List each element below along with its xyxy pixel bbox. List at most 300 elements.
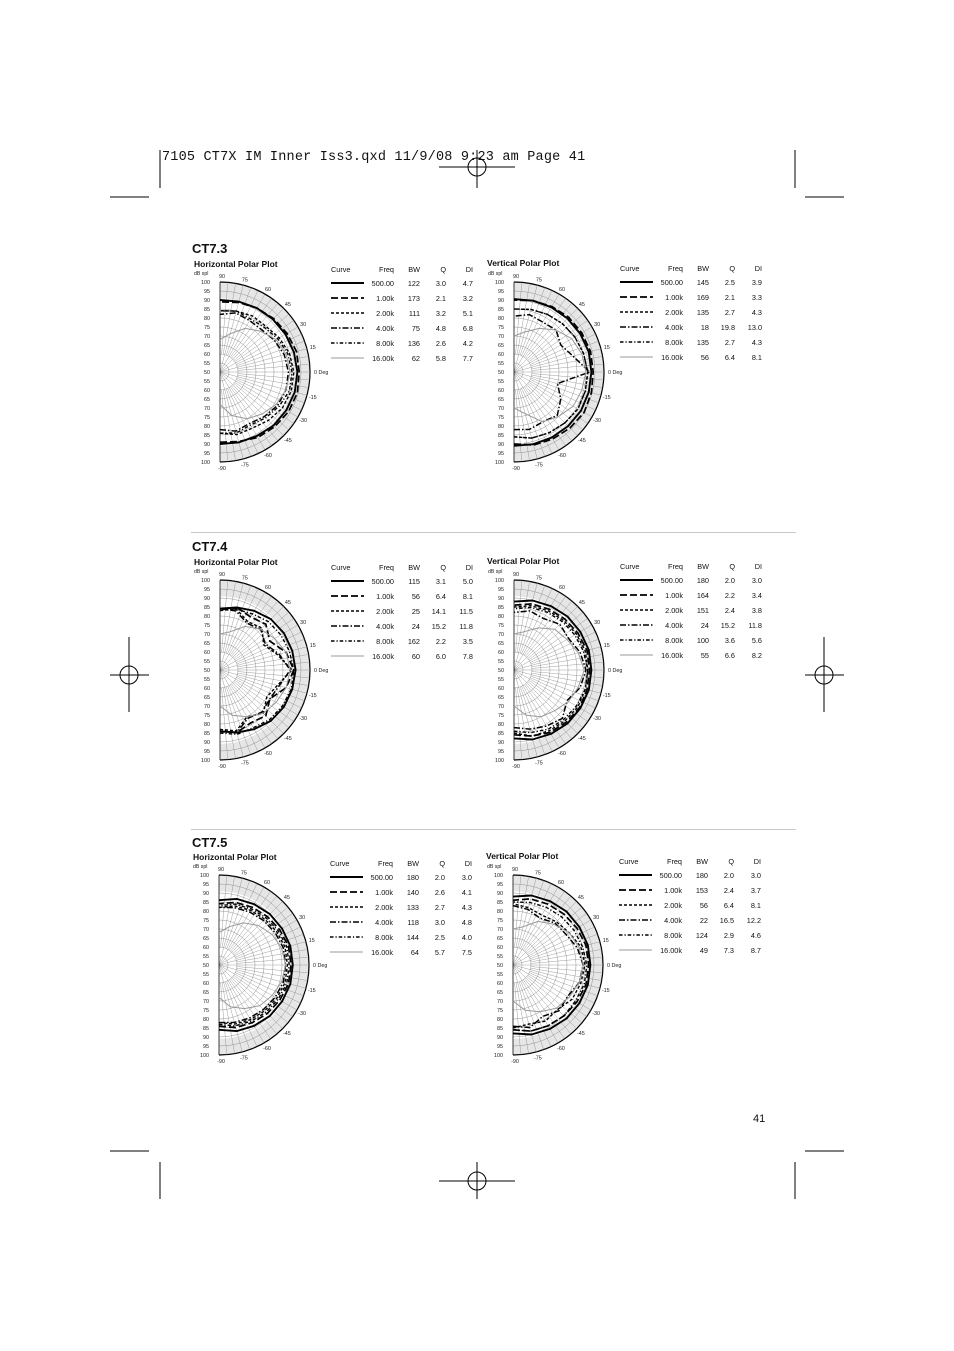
legend-curve-swatch xyxy=(331,589,365,604)
legend-header-di: DI xyxy=(464,858,472,868)
legend-cell-freq: 2.00k xyxy=(664,901,682,910)
radial-tick-label: 100 xyxy=(201,460,210,466)
polar-angle-label: 75 xyxy=(534,870,541,877)
section-divider xyxy=(191,829,796,830)
legend-table-ct7-5-horizontal xyxy=(330,856,472,960)
legend-cell-bw: 135 xyxy=(696,308,709,317)
legend-cell-q: 2.4 xyxy=(723,886,734,895)
legend-cell-di: 5.0 xyxy=(462,577,473,586)
curve-line-swatch xyxy=(619,886,653,894)
curve-line-swatch xyxy=(620,308,654,316)
legend-cell-q: 2.0 xyxy=(723,871,734,880)
legend-header-bw: BW xyxy=(697,263,709,273)
legend-header-freq: Freq xyxy=(378,264,394,274)
polar-plot-ct7-3-vertical xyxy=(484,268,624,473)
radial-tick-label: 90 xyxy=(497,891,503,897)
legend-row xyxy=(331,276,473,291)
legend-row xyxy=(620,320,762,335)
legend-cell-freq: 16.00k xyxy=(661,353,683,362)
polar-angle-label: -90 xyxy=(512,466,520,472)
legend-cell-di: 8.7 xyxy=(750,946,761,955)
legend-header-bw: BW xyxy=(408,264,420,274)
radial-tick-label: 90 xyxy=(204,298,210,304)
polar-angle-label: -75 xyxy=(534,760,543,767)
radial-tick-label: 75 xyxy=(497,918,503,924)
polar-unit-label: dB spl xyxy=(194,271,209,277)
radial-tick-label: 90 xyxy=(498,740,504,746)
radial-tick-label: 70 xyxy=(203,999,209,1005)
legend-cell-bw: 100 xyxy=(696,636,709,645)
legend-cell-q: 2.0 xyxy=(724,576,735,585)
radial-tick-label: 65 xyxy=(203,990,209,996)
polar-angle-label: 15 xyxy=(309,345,316,352)
legend-curve-swatch xyxy=(331,351,365,366)
legend-cell-freq: 1.00k xyxy=(664,886,682,895)
curve-line-swatch xyxy=(620,576,654,584)
legend-cell-bw: 162 xyxy=(407,637,420,646)
radial-tick-label: 80 xyxy=(498,722,504,728)
radial-tick-label: 85 xyxy=(498,605,504,611)
polar-plot-ct7-4-horizontal xyxy=(190,566,330,771)
legend-cell-di: 4.7 xyxy=(462,279,473,288)
radial-tick-label: 80 xyxy=(204,722,210,728)
polar-angle-label: -60 xyxy=(558,453,566,460)
polar-angle-label: 90 xyxy=(219,274,225,280)
legend-header-di: DI xyxy=(753,856,761,866)
legend-table-ct7-3-horizontal xyxy=(331,262,473,366)
radial-tick-label: 50 xyxy=(204,668,210,674)
polar-angle-label: -75 xyxy=(533,1055,542,1062)
plot-title-ct7-5-vertical: Vertical Polar Plot xyxy=(486,851,559,861)
polar-zero-deg-label: 0 Deg xyxy=(608,668,623,674)
legend-header-row xyxy=(620,261,762,275)
polar-angle-label: 90 xyxy=(513,572,519,578)
legend-header-row xyxy=(330,856,472,870)
legend-cell-di: 8.1 xyxy=(462,592,473,601)
radial-tick-label: 60 xyxy=(498,650,504,656)
curve-line-swatch xyxy=(331,652,365,660)
radial-tick-label: 90 xyxy=(498,298,504,304)
radial-tick-label: 65 xyxy=(204,641,210,647)
legend-cell-di: 4.3 xyxy=(461,903,472,912)
legend-row xyxy=(331,604,473,619)
polar-angle-label: -15 xyxy=(307,987,316,994)
radial-tick-label: 100 xyxy=(495,578,504,584)
legend-cell-bw: 25 xyxy=(411,607,420,616)
legend-header-di: DI xyxy=(754,263,762,273)
legend-header-q: Q xyxy=(439,858,445,868)
legend-row xyxy=(330,930,472,945)
radial-tick-label: 95 xyxy=(498,451,504,457)
legend-cell-freq: 500.00 xyxy=(370,873,393,882)
legend-header-curve: Curve xyxy=(620,263,640,273)
polar-angle-label: 30 xyxy=(594,620,601,626)
legend-cell-freq: 2.00k xyxy=(376,309,394,318)
polar-zero-deg-label: 0 Deg xyxy=(608,370,623,376)
radial-tick-label: 75 xyxy=(498,713,504,719)
radial-tick-label: 65 xyxy=(498,695,504,701)
legend-cell-freq: 500.00 xyxy=(660,576,683,585)
legend-cell-bw: 56 xyxy=(700,353,709,362)
legend-cell-freq: 8.00k xyxy=(376,637,394,646)
legend-header-di: DI xyxy=(754,561,762,571)
legend-cell-bw: 24 xyxy=(700,621,709,630)
radial-tick-label: 75 xyxy=(204,415,210,421)
radial-tick-label: 100 xyxy=(201,578,210,584)
radial-tick-label: 90 xyxy=(204,442,210,448)
radial-tick-label: 75 xyxy=(498,623,504,629)
legend-cell-q: 3.6 xyxy=(724,636,735,645)
radial-tick-label: 70 xyxy=(498,406,504,412)
radial-tick-label: 75 xyxy=(203,918,209,924)
radial-tick-label: 85 xyxy=(204,605,210,611)
legend-cell-bw: 164 xyxy=(696,591,709,600)
radial-tick-label: 50 xyxy=(204,370,210,376)
radial-tick-label: 70 xyxy=(498,632,504,638)
legend-cell-freq: 8.00k xyxy=(665,636,683,645)
polar-zero-deg-label: 0 Deg xyxy=(313,963,328,969)
radial-tick-label: 55 xyxy=(497,972,503,978)
polar-angle-label: 45 xyxy=(283,895,290,902)
radial-tick-label: 85 xyxy=(497,1026,503,1032)
legend-cell-freq: 4.00k xyxy=(375,918,393,927)
legend-cell-bw: 180 xyxy=(696,576,709,585)
legend-cell-bw: 140 xyxy=(406,888,419,897)
radial-tick-label: 95 xyxy=(497,1044,503,1050)
curve-line-swatch xyxy=(620,606,654,614)
polar-angle-label: -90 xyxy=(512,764,520,770)
polar-angle-label: -30 xyxy=(299,418,308,424)
radial-tick-label: 70 xyxy=(203,927,209,933)
polar-angle-label: 90 xyxy=(513,274,519,280)
curve-line-swatch xyxy=(620,591,654,599)
section-title-ct7-4: CT7.4 xyxy=(192,539,228,554)
legend-row xyxy=(331,634,473,649)
legend-cell-di: 5.1 xyxy=(462,309,473,318)
legend-curve-swatch xyxy=(331,574,365,589)
radial-tick-label: 75 xyxy=(204,713,210,719)
legend-cell-q: 2.9 xyxy=(723,931,734,940)
polar-angle-label: 90 xyxy=(219,572,225,578)
legend-curve-swatch xyxy=(620,335,654,350)
radial-tick-label: 70 xyxy=(204,334,210,340)
legend-curve-swatch xyxy=(619,928,653,943)
polar-angle-label: -30 xyxy=(592,1011,601,1017)
radial-tick-label: 65 xyxy=(203,936,209,942)
legend-row xyxy=(620,290,762,305)
polar-angle-label: 75 xyxy=(240,870,247,877)
legend-cell-q: 2.4 xyxy=(724,606,735,615)
radial-tick-label: 90 xyxy=(497,1035,503,1041)
legend-row xyxy=(619,928,761,943)
polar-grid-spoke xyxy=(528,913,587,954)
polar-angle-label: -75 xyxy=(240,760,249,767)
legend-table-ct7-5-vertical xyxy=(619,854,761,958)
radial-tick-label: 70 xyxy=(497,927,503,933)
legend-cell-q: 3.0 xyxy=(434,918,445,927)
legend-cell-q: 6.4 xyxy=(435,592,446,601)
legend-cell-bw: 144 xyxy=(406,933,419,942)
polar-angle-label: 30 xyxy=(299,915,306,921)
legend-curve-swatch xyxy=(620,618,654,633)
radial-tick-label: 100 xyxy=(201,280,210,286)
legend-cell-q: 6.0 xyxy=(435,652,446,661)
legend-cell-di: 3.0 xyxy=(461,873,472,882)
header-slug: 7105 CT7X IM Inner Iss3.qxd 11/9/08 9:23 am Page 41 xyxy=(162,150,586,165)
polar-grid-spoke xyxy=(235,680,294,721)
legend-header-row xyxy=(331,560,473,574)
legend-cell-di: 4.3 xyxy=(751,308,762,317)
legend-cell-q: 4.8 xyxy=(435,324,446,333)
polar-angle-label: 75 xyxy=(535,575,542,582)
polar-angle-label: -30 xyxy=(298,1011,307,1017)
legend-cell-bw: 136 xyxy=(407,339,420,348)
legend-cell-bw: 118 xyxy=(407,918,419,927)
polar-angle-label: 45 xyxy=(577,895,584,902)
curve-line-swatch xyxy=(619,946,653,954)
legend-table-ct7-4-horizontal xyxy=(331,560,473,664)
legend-cell-bw: 75 xyxy=(411,324,420,333)
polar-unit-label: dB spl xyxy=(488,569,503,575)
radial-tick-label: 95 xyxy=(204,451,210,457)
polar-angle-label: 60 xyxy=(558,879,564,886)
legend-cell-bw: 169 xyxy=(696,293,709,302)
curve-line-swatch xyxy=(331,637,365,645)
legend-cell-di: 3.0 xyxy=(750,871,761,880)
legend-row xyxy=(331,619,473,634)
polar-zero-deg-label: 0 Deg xyxy=(314,370,329,376)
legend-row xyxy=(620,350,762,365)
radial-tick-label: 100 xyxy=(494,1053,503,1059)
legend-cell-bw: 122 xyxy=(407,279,420,288)
radial-tick-label: 70 xyxy=(498,334,504,340)
polar-angle-label: -60 xyxy=(558,751,566,758)
radial-tick-label: 50 xyxy=(498,370,504,376)
legend-cell-q: 15.2 xyxy=(720,621,735,630)
radial-tick-label: 85 xyxy=(497,900,503,906)
legend-header-bw: BW xyxy=(408,562,420,572)
radial-tick-label: 55 xyxy=(498,361,504,367)
legend-curve-swatch xyxy=(619,943,653,958)
legend-cell-di: 3.4 xyxy=(751,591,762,600)
legend-cell-di: 13.0 xyxy=(747,323,762,332)
polar-curve-16-00k xyxy=(220,328,290,418)
legend-curve-swatch xyxy=(330,945,364,960)
curve-line-swatch xyxy=(331,592,365,600)
legend-curve-swatch xyxy=(330,915,364,930)
legend-cell-di: 3.3 xyxy=(751,293,762,302)
legend-header-curve: Curve xyxy=(330,858,350,868)
legend-cell-bw: 151 xyxy=(696,606,709,615)
curve-line-swatch xyxy=(331,279,365,287)
legend-cell-bw: 60 xyxy=(411,652,420,661)
radial-tick-label: 95 xyxy=(203,1044,209,1050)
legend-row xyxy=(331,574,473,589)
legend-cell-bw: 115 xyxy=(408,577,420,586)
radial-tick-label: 80 xyxy=(203,1017,209,1023)
radial-tick-label: 80 xyxy=(498,424,504,430)
polar-angle-label: 45 xyxy=(284,600,291,607)
legend-cell-bw: 55 xyxy=(700,651,709,660)
legend-cell-freq: 2.00k xyxy=(376,607,394,616)
radial-tick-label: 60 xyxy=(497,945,503,951)
radial-tick-label: 90 xyxy=(204,596,210,602)
radial-tick-label: 60 xyxy=(498,352,504,358)
legend-cell-bw: 24 xyxy=(411,622,420,631)
legend-cell-di: 3.0 xyxy=(751,576,762,585)
legend-header-freq: Freq xyxy=(667,263,683,273)
legend-cell-freq: 2.00k xyxy=(375,903,393,912)
legend-header-curve: Curve xyxy=(331,264,351,274)
legend-cell-freq: 1.00k xyxy=(376,294,394,303)
legend-cell-freq: 16.00k xyxy=(372,652,394,661)
polar-angle-label: -30 xyxy=(299,716,308,722)
radial-tick-label: 100 xyxy=(200,1053,209,1059)
legend-header-curve: Curve xyxy=(331,562,351,572)
radial-tick-label: 85 xyxy=(498,731,504,737)
polar-unit-label: dB spl xyxy=(487,864,502,870)
legend-cell-q: 2.5 xyxy=(434,933,445,942)
radial-tick-label: 80 xyxy=(204,614,210,620)
legend-curve-swatch xyxy=(620,350,654,365)
legend-cell-freq: 8.00k xyxy=(376,339,394,348)
legend-row xyxy=(620,618,762,633)
legend-row xyxy=(330,945,472,960)
legend-curve-swatch xyxy=(330,870,364,885)
legend-cell-q: 2.1 xyxy=(724,293,735,302)
radial-tick-label: 65 xyxy=(498,343,504,349)
legend-header-freq: Freq xyxy=(667,561,683,571)
polar-angle-label: 75 xyxy=(241,575,248,582)
legend-header-di: DI xyxy=(465,264,473,274)
radial-tick-label: 100 xyxy=(495,280,504,286)
polar-angle-label: 60 xyxy=(265,286,271,293)
polar-plot-ct7-4-vertical xyxy=(484,566,624,771)
legend-cell-di: 8.1 xyxy=(751,353,762,362)
polar-grid-spoke xyxy=(529,320,588,361)
radial-tick-label: 95 xyxy=(498,749,504,755)
radial-tick-label: 85 xyxy=(203,900,209,906)
polar-angle-label: 75 xyxy=(241,277,248,284)
polar-angle-label: -15 xyxy=(308,394,317,401)
radial-tick-label: 55 xyxy=(204,677,210,683)
legend-row xyxy=(620,305,762,320)
legend-cell-freq: 4.00k xyxy=(665,323,683,332)
polar-angle-label: -30 xyxy=(593,716,602,722)
polar-plot-ct7-3-horizontal xyxy=(190,268,330,473)
legend-header-curve: Curve xyxy=(619,856,639,866)
radial-tick-label: 65 xyxy=(498,397,504,403)
radial-tick-label: 55 xyxy=(204,361,210,367)
legend-cell-q: 2.2 xyxy=(724,591,735,600)
polar-angle-label: 90 xyxy=(512,867,518,873)
legend-cell-di: 4.0 xyxy=(461,933,472,942)
curve-line-swatch xyxy=(330,873,364,881)
radial-tick-label: 90 xyxy=(204,740,210,746)
radial-tick-label: 55 xyxy=(203,954,209,960)
legend-row xyxy=(620,603,762,618)
polar-angle-label: 15 xyxy=(308,938,315,945)
legend-cell-q: 16.5 xyxy=(719,916,734,925)
radial-tick-label: 95 xyxy=(204,289,210,295)
legend-curve-swatch xyxy=(620,573,654,588)
radial-tick-label: 50 xyxy=(497,963,503,969)
curve-line-swatch xyxy=(331,577,365,585)
radial-tick-label: 100 xyxy=(495,758,504,764)
legend-curve-swatch xyxy=(620,633,654,648)
curve-line-swatch xyxy=(620,353,654,361)
plot-title-ct7-4-vertical: Vertical Polar Plot xyxy=(487,556,560,566)
legend-cell-di: 3.8 xyxy=(751,606,762,615)
legend-cell-di: 7.8 xyxy=(462,652,473,661)
curve-line-swatch xyxy=(620,338,654,346)
legend-curve-swatch xyxy=(620,603,654,618)
radial-tick-label: 55 xyxy=(203,972,209,978)
legend-cell-di: 3.5 xyxy=(462,637,473,646)
polar-angle-label: -60 xyxy=(264,751,272,758)
legend-curve-swatch xyxy=(330,900,364,915)
polar-angle-label: -45 xyxy=(283,437,292,444)
legend-row xyxy=(330,885,472,900)
legend-cell-bw: 124 xyxy=(695,931,708,940)
legend-cell-freq: 1.00k xyxy=(665,591,683,600)
radial-tick-label: 65 xyxy=(204,343,210,349)
legend-curve-swatch xyxy=(331,336,365,351)
legend-row xyxy=(619,898,761,913)
legend-cell-bw: 153 xyxy=(695,886,708,895)
polar-zero-deg-label: 0 Deg xyxy=(607,963,622,969)
polar-angle-label: -60 xyxy=(263,1046,271,1053)
legend-cell-q: 5.7 xyxy=(434,948,445,957)
legend-header-bw: BW xyxy=(407,858,419,868)
polar-unit-label: dB spl xyxy=(194,569,209,575)
legend-cell-di: 4.6 xyxy=(750,931,761,940)
polar-angle-label: 15 xyxy=(309,643,316,650)
legend-header-freq: Freq xyxy=(377,858,393,868)
radial-tick-label: 75 xyxy=(497,1008,503,1014)
polar-grid-spoke xyxy=(524,298,565,357)
radial-tick-label: 60 xyxy=(203,981,209,987)
legend-cell-bw: 133 xyxy=(406,903,419,912)
polar-angle-label: -15 xyxy=(602,692,611,699)
radial-tick-label: 90 xyxy=(498,442,504,448)
polar-grid-spoke xyxy=(229,891,270,950)
polar-curve-16-00k xyxy=(220,626,290,716)
radial-tick-label: 65 xyxy=(497,990,503,996)
polar-angle-label: -45 xyxy=(282,1030,291,1037)
curve-line-swatch xyxy=(331,354,365,362)
radial-tick-label: 70 xyxy=(498,704,504,710)
legend-cell-q: 15.2 xyxy=(431,622,446,631)
polar-angle-label: -90 xyxy=(217,1059,225,1065)
legend-cell-q: 6.4 xyxy=(723,901,734,910)
plot-title-ct7-4-horizontal: Horizontal Polar Plot xyxy=(194,557,278,567)
curve-line-swatch xyxy=(330,933,364,941)
polar-angle-label: 30 xyxy=(300,322,307,328)
page-number: 41 xyxy=(753,1113,766,1125)
legend-cell-di: 4.3 xyxy=(751,338,762,347)
legend-row xyxy=(619,943,761,958)
radial-tick-label: 95 xyxy=(204,749,210,755)
legend-cell-bw: 56 xyxy=(411,592,420,601)
legend-row xyxy=(330,915,472,930)
legend-cell-freq: 16.00k xyxy=(660,946,682,955)
curve-line-swatch xyxy=(620,293,654,301)
legend-row xyxy=(620,588,762,603)
legend-cell-di: 12.2 xyxy=(746,916,761,925)
radial-tick-label: 95 xyxy=(203,882,209,888)
legend-cell-q: 2.6 xyxy=(435,339,446,348)
